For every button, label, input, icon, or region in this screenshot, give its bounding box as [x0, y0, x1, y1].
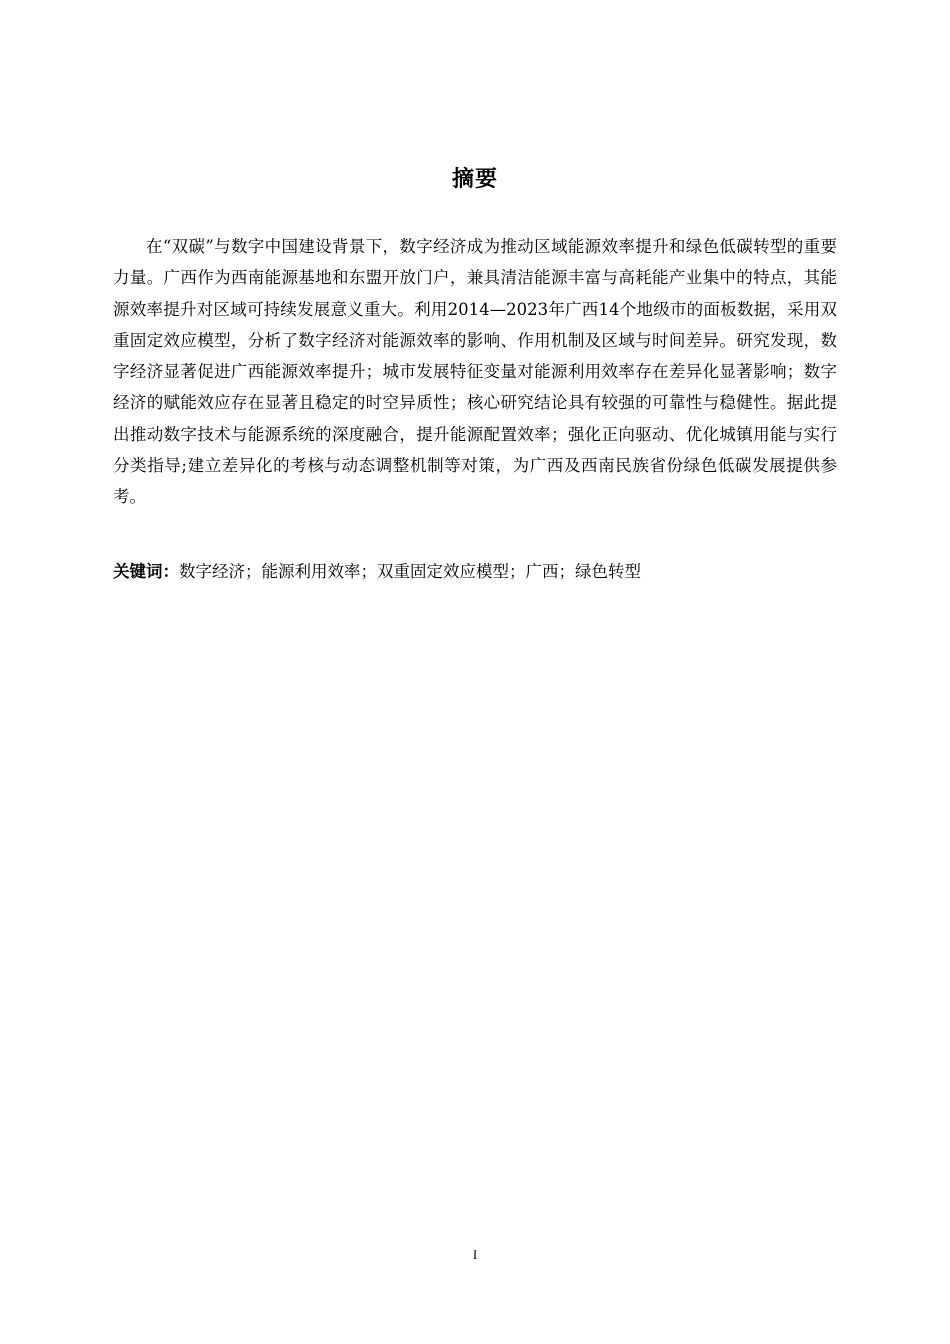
keywords-line [113, 557, 837, 587]
abstract-title: 摘要 [451, 167, 498, 192]
page-number: I [472, 1247, 478, 1262]
abstract-body: 在“双碳”与数字中国建设背景下，数字经济成为推动区域能源效率提升和绿色低碳转型的重要力量。广西作为西南能源基地和东盟开放门户，兼具清洁能源丰富与高耗能产业集中的特点，其能源效率提升对区域可持续发展意义重大。利用2014—2023年广西14个地级市的面板数据，采用双重固定效应模型，分析了数字经济对能源效率的影响、作用机制及区域与时间差异。研究发现，数字经济显著促进广西能源效率提升；城市发展特征变量对能源利用效率存在差异化显著影响；数字经济的赋能效应存在显著且稳定的时空异质性；核心研究结论具有较强的可靠性与稳健性。据此提出推动数字技术与能源系统的深度融合，提升能源配置效率；强化正向驱动、优化城镇用能与实行分类指导;建立差异化的考核与动态调整机制等对策，为广西及西南民族省份绿色低碳发展提供参考。 [113, 237, 837, 507]
keywords-text: 数字经济；能源利用效率；双重固定效应模型；广西；绿色转型 [179, 562, 641, 581]
keywords-label: 关键词： [113, 562, 179, 581]
